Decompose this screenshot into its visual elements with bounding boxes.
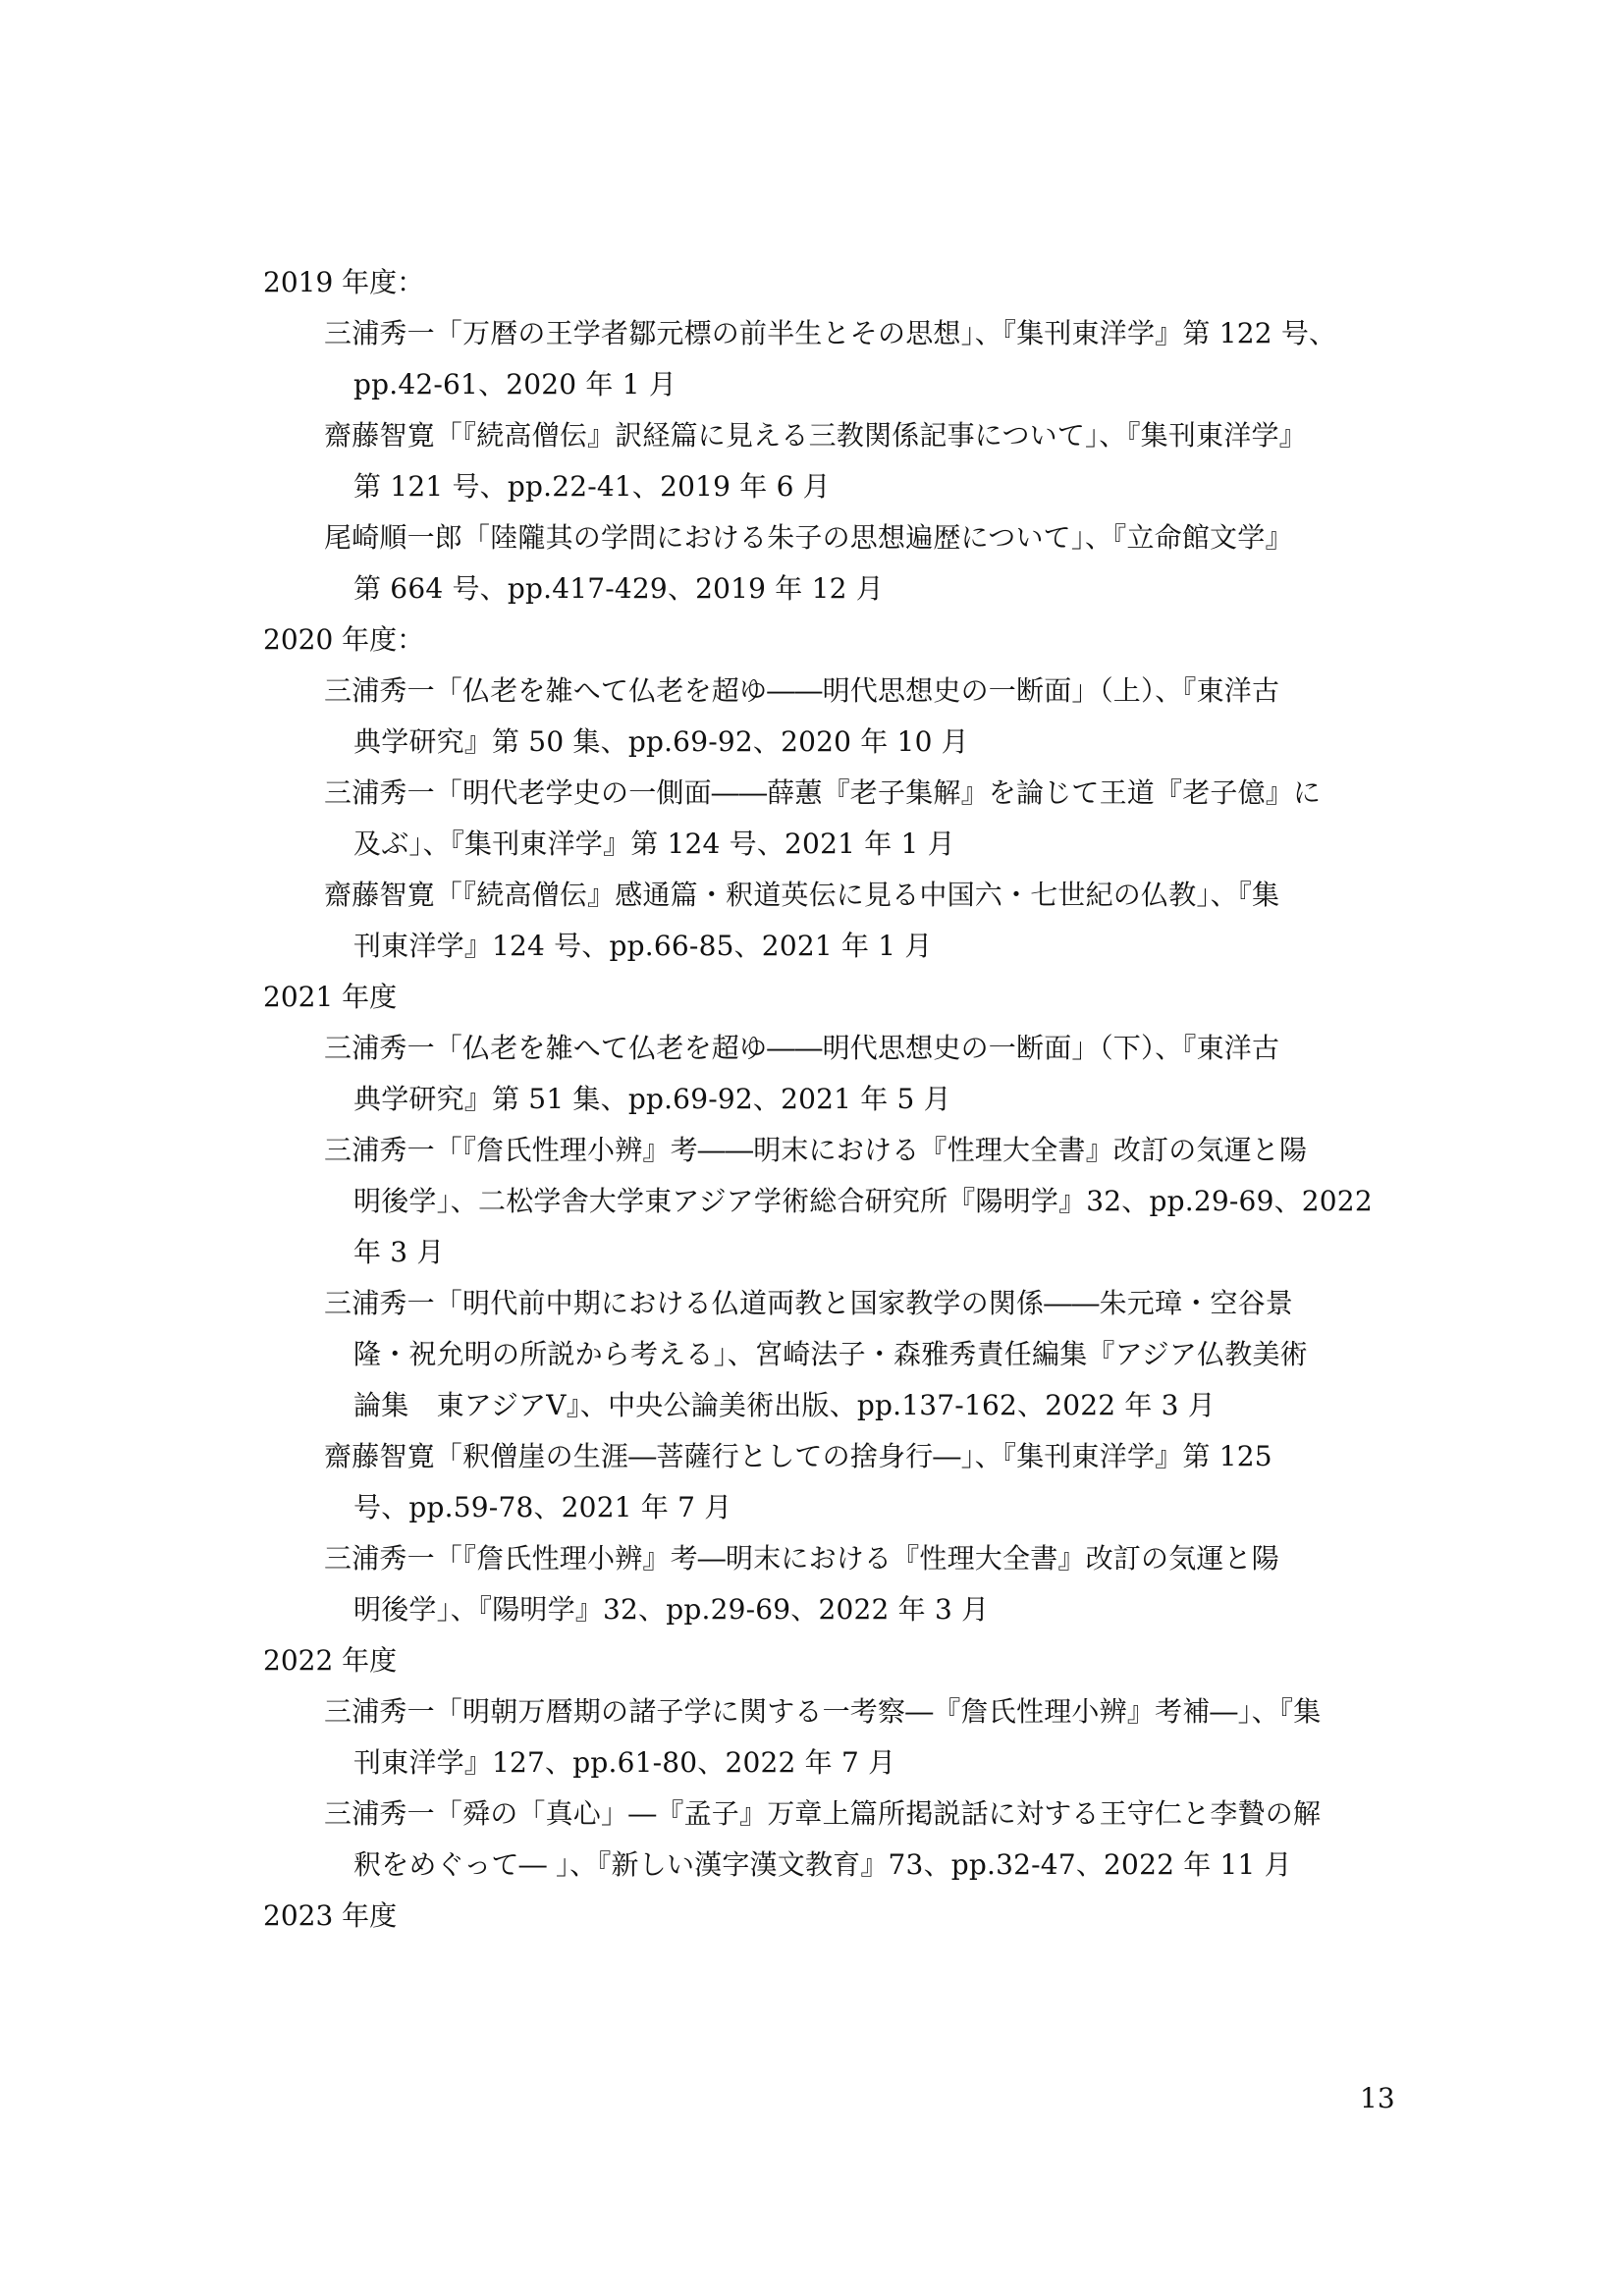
entry-text-continued: 論集 東アジアⅤ』、中央公論美術出版、pp.137-162、2022 年 3 月 (353, 1389, 1216, 1421)
year-section (263, 1891, 1397, 1942)
entry-text: 齋藤智寛「『続高僧伝』訳経篇に見える三教関係記事について」、『集刊東洋学』 (324, 419, 1307, 452)
entry-text: 三浦秀一「『詹氏性理小辨』考―明末における『性理大全書』改訂の気運と陽 (324, 1542, 1280, 1575)
year-heading: 2022 年度 (263, 1644, 398, 1677)
entry-text-continued: pp.42-61、2020 年 1 月 (353, 368, 677, 400)
page-number: 13 (1360, 2082, 1395, 2114)
year-heading: 2019 年度： (263, 266, 425, 298)
entry-text-continued: 刊東洋学』127、pp.61-80、2022 年 7 月 (353, 1746, 896, 1779)
publication-entry (324, 768, 1397, 870)
entry-text: 齋藤智寛「『続高僧伝』感通篇・釈道英伝に見る中国六・七世紀の仏教」、『集 (324, 879, 1280, 911)
publication-list (263, 257, 1397, 1942)
publication-entry (324, 666, 1397, 768)
entry-text: 三浦秀一「『詹氏性理小辨』考――明末における『性理大全書』改訂の気運と陽 (324, 1134, 1308, 1166)
entry-text: 三浦秀一「舜の「真心」―『孟子』万章上篇所掲説話に対する王守仁と李贄の解 (324, 1797, 1322, 1830)
entry-text-continued: 明後学」、『陽明学』32、pp.29-69、2022 年 3 月 (353, 1593, 990, 1626)
entry-text-continued: 第 121 号、pp.22-41、2019 年 6 月 (353, 470, 831, 503)
publication-entry (324, 1278, 1397, 1431)
entry-text-continued: 刊東洋学』124 号、pp.66-85、2021 年 1 月 (353, 930, 933, 962)
year-heading: 2023 年度 (263, 1899, 398, 1932)
publication-entry (324, 1686, 1397, 1789)
entry-text: 三浦秀一「仏老を雑へて仏老を超ゆ――明代思想史の一断面」（下）、『東洋古 (324, 1032, 1280, 1064)
year-heading: 2021 年度 (263, 981, 398, 1013)
entry-text: 齋藤智寛「釈僧崖の生涯―菩薩行としての捨身行―」、『集刊東洋学』第 125 (324, 1440, 1272, 1472)
entry-text-continued: 明後学」、二松学舎大学東アジア学術総合研究所『陽明学』32、pp.29-69、2022 (353, 1185, 1373, 1217)
entry-text-continued: 号、pp.59-78、2021 年 7 月 (353, 1491, 732, 1523)
year-section (263, 972, 1397, 1635)
entry-text-continued: 典学研究』第 50 集、pp.69-92、2020 年 10 月 (353, 725, 969, 758)
entry-text-continued: 典学研究』第 51 集、pp.69-92、2021 年 5 月 (353, 1083, 951, 1115)
entry-text-continued: 第 664 号、pp.417-429、2019 年 12 月 (353, 572, 884, 605)
entry-text: 三浦秀一「明代老学史の一側面――薛蕙『老子集解』を論じて王道『老子億』に (324, 776, 1322, 809)
year-heading: 2020 年度： (263, 623, 425, 656)
entry-text: 尾崎順一郎「陸隴其の学問における朱子の思想遍歴について」、『立命館文学』 (324, 521, 1293, 554)
publication-entry (324, 512, 1397, 614)
entry-text-continued: 及ぶ」、『集刊東洋学』第 124 号、2021 年 1 月 (353, 828, 955, 860)
entry-text: 三浦秀一「明朝万暦期の諸子学に関する一考察―『詹氏性理小辨』考補―」、『集 (324, 1695, 1322, 1728)
publication-entry (324, 870, 1397, 972)
entry-text-continued: 隆・祝允明の所説から考える」、宮崎法子・森雅秀責任編集『アジア仏教美術 (353, 1338, 1308, 1370)
year-section (263, 614, 1397, 972)
entry-text: 三浦秀一「明代前中期における仏道両教と国家教学の関係――朱元璋・空谷景 (324, 1287, 1294, 1319)
publication-entry (324, 1431, 1397, 1533)
entry-text-continued: 釈をめぐって― 」、『新しい漢字漢文教育』73、pp.32-47、2022 年 11 月 (353, 1848, 1292, 1881)
publication-entry (324, 410, 1397, 512)
publication-entry (324, 1023, 1397, 1125)
publication-entry (324, 1533, 1397, 1635)
publication-entry (324, 1789, 1397, 1891)
entry-text: 三浦秀一「仏老を雑へて仏老を超ゆ――明代思想史の一断面」（上）、『東洋古 (324, 674, 1280, 707)
entry-text-continued: 年 3 月 (353, 1236, 445, 1268)
entry-text: 三浦秀一「万暦の王学者鄒元標の前半生とその思想」、『集刊東洋学』第 122 号、 (324, 317, 1337, 349)
publication-entry (324, 1125, 1397, 1278)
year-section (263, 257, 1397, 614)
publication-entry (324, 308, 1397, 410)
year-section (263, 1635, 1397, 1891)
